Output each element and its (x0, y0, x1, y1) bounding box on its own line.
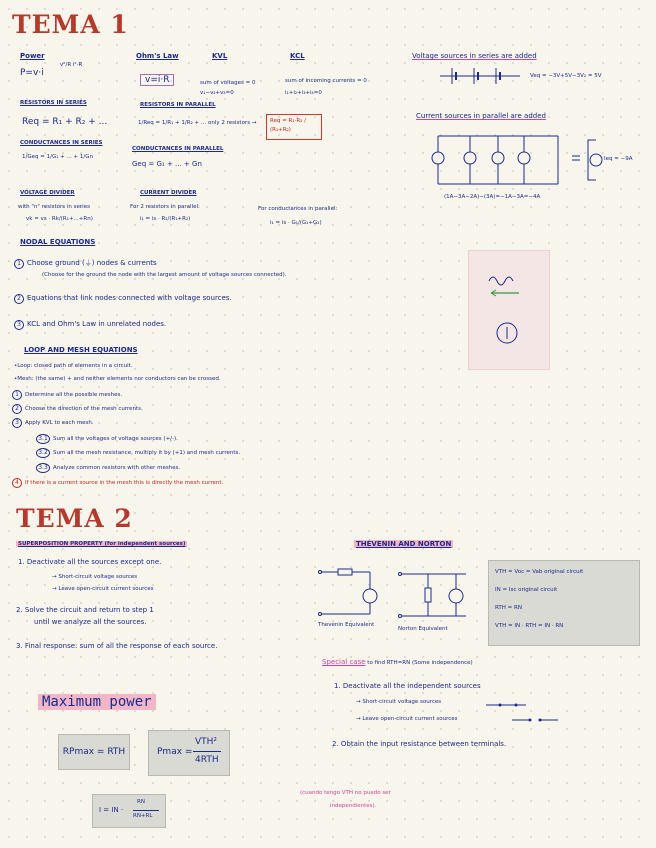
maxpower-f3-num: RN (137, 799, 145, 805)
sketch-drawing (483, 265, 533, 355)
special-step-1a: → Short-circuit voltage sources (356, 699, 442, 705)
cdiv-formula: i₁ = is · R₂/(R₁+R₂) (140, 216, 191, 222)
power-formula: P=v·i (20, 68, 44, 78)
ohm-formula: v=i·R (140, 74, 174, 86)
mesh-line-1: •Loop: closed path of elements in a circuit. (14, 363, 133, 369)
vs-series-formula: Veq = −3V+5V−3V₂ = 5V (530, 73, 602, 79)
maxpower-formula-3 (92, 794, 166, 828)
superposition-step-1a: → Short-circuit voltage sources (52, 574, 138, 580)
mesh-substep-2 (36, 448, 240, 458)
superposition-step-2: 2. Solve the circuit and return to step 1 (16, 606, 154, 614)
mesh-note (12, 478, 223, 488)
nodal-heading: NODAL EQUATIONS (20, 238, 96, 246)
nodal-step-1-text: Choose ground (⏚) nodes & currents (27, 259, 157, 267)
superposition-step-1: 1. Deactivate all the sources except one. (18, 558, 162, 566)
cdiv-desc: For 2 resistors in parallel: (130, 204, 200, 210)
special-note-2: independientes). (330, 803, 377, 809)
special-note-1: (cuando tengo VTH no puedo ser (300, 790, 391, 796)
mesh-substep-3-num: 3.3 (36, 463, 50, 473)
thevenin-summary-box (488, 560, 640, 646)
norton-eq-label: Norton Equivalent (398, 626, 448, 632)
cdiv-g-desc: For conductances in parallel: (258, 206, 338, 212)
maxpower-formula-2 (148, 730, 230, 776)
thevenin-heading-text: THÉVENIN AND NORTON (356, 540, 452, 548)
thevenin-box-line-2: IN = Isc original circuit (495, 587, 558, 593)
open-circuit-icon (512, 716, 558, 724)
kcl-formula: i₁+i₂+i₃+i₄=0 (285, 90, 322, 96)
tema1-title: TEMA 1 (12, 10, 129, 39)
thevenin-box-line-4: VTH = IN · RTH = IN · RN (495, 623, 564, 629)
mesh-note-text: If there is a current source in the mesh this is directly the mesh current. (25, 480, 224, 486)
mesh-step-3 (12, 418, 94, 428)
cdiv-g-formula: i₁ = is · G₁/(G₁+G₂) (270, 220, 322, 226)
mesh-substep-2-text: Sum all the mesh resistance, multiply it by (+1) and mesh currents. (53, 450, 241, 456)
thevenin-box-line-1: VTH = Voc = Vab original circuit (495, 569, 584, 575)
cond-series-heading: CONDUCTANCES IN SERIES (20, 140, 103, 146)
res-series-formula: Req = R₁ + R₂ + ... (22, 117, 108, 127)
thevenin-norton-diagram (316, 560, 486, 628)
mesh-step-1-text: Determine all the possible meshes. (25, 392, 123, 398)
maxpower-f2-num: VTH² (195, 737, 218, 747)
thevenin-heading (354, 540, 453, 548)
thevenin-box-line-3: RTH = RN (495, 605, 522, 611)
special-case-heading: Special case (322, 658, 366, 666)
ohm-heading: Ohm's Law (136, 52, 179, 60)
kcl-desc: sum of incoming currents = 0 (285, 78, 367, 84)
mesh-step-2-text: Choose the direction of the mesh currents. (25, 406, 143, 412)
special-case-rest: to find RTH=RN (Some independence) (365, 660, 473, 666)
mesh-substep-1-text: Sum all the voltages of voltage sources (+/-). (53, 436, 178, 442)
vdiv-formula: vk = vs · Rk/(R₁+...+Rn) (26, 216, 93, 222)
nodal-step-1 (14, 258, 157, 269)
cdiv-heading: CURRENT DIVIDER (140, 190, 197, 196)
voltage-series-diagram (440, 64, 520, 92)
mesh-step-3-text: Apply KVL to each mesh. (25, 420, 94, 426)
superposition-heading-text: SUPERPOSITION PROPERTY (for independent sources) (18, 541, 186, 547)
special-case-line (322, 658, 473, 666)
mesh-step-2-num: 2 (12, 404, 22, 414)
res-parallel-note: only 2 resistors → (208, 120, 257, 126)
res-parallel-formula: 1/Req = 1/R₁ + 1/R₂ + ... (138, 120, 207, 126)
vdiv-desc: with "n" resistors in series (18, 204, 90, 210)
cond-parallel-heading: CONDUCTANCES IN PARALLEL (132, 146, 224, 152)
maxpower-f2-lhs: Pmax = (157, 747, 193, 757)
superposition-step-2b: until we analyze all the sources. (34, 618, 147, 626)
superposition-heading (16, 541, 187, 547)
special-step-1: 1. Deactivate all the independent sources (334, 682, 481, 690)
cs-parallel-sum: (1A−3A−2A)−(3A)=−1A−3A=−4A (444, 194, 541, 200)
maxpower-heading-text: Maximum power (38, 694, 156, 710)
mesh-step-3-num: 3 (12, 418, 22, 428)
res-series-heading: RESISTORS IN SERIES (20, 100, 87, 106)
maxpower-f3-den: RN+RL (133, 813, 153, 819)
kvl-formula: v₁−v₂+v₃=0 (200, 90, 234, 96)
mesh-substep-2-num: 3.2 (36, 448, 50, 458)
mesh-substep-3 (36, 463, 180, 473)
superposition-step-3: 3. Final response: sum of all the response of each source. (16, 642, 218, 650)
mesh-substep-1 (36, 434, 178, 444)
cs-parallel-heading: Current sources in parallel are added (416, 112, 546, 120)
superposition-step-1b: → Leave open-circuit current sources (52, 586, 154, 592)
vdiv-heading: VOLTAGE DIVIDER (20, 190, 75, 196)
nodal-step-3-text: KCL and Ohm's Law in unrelated nodes. (27, 320, 167, 328)
maxpower-f2-den: 4RTH (195, 755, 219, 765)
cond-series-formula: 1/Geq = 1/G₁ + ... + 1/Gn (22, 154, 93, 160)
nodal-step-2-text: Equations that link nodes connected with voltage sources. (27, 294, 232, 302)
mesh-step-2 (12, 404, 143, 414)
maxpower-f2-fraction-bar (193, 751, 221, 752)
kvl-heading: KVL (212, 52, 228, 60)
cs-parallel-formula: Ieq = −9A (604, 156, 633, 162)
kvl-desc: sum of voltages = 0 (200, 80, 256, 86)
nodal-step-3-num: 3 (14, 320, 24, 330)
mesh-heading: LOOP AND MESH EQUATIONS (24, 346, 138, 354)
mesh-line-2: •Mesh: (the same) + and neither elements nor conductors can be crossed. (14, 376, 221, 382)
kcl-heading: KCL (290, 52, 305, 60)
maxpower-f3-lhs: I = IN · (99, 806, 124, 814)
tema2-title: TEMA 2 (16, 504, 133, 533)
short-circuit-icon (486, 701, 526, 709)
mesh-substep-3-text: Analyze common resistors with other meshes. (53, 465, 181, 471)
nodal-step-3 (14, 320, 166, 330)
maxpower-formula-1: RPmax = RTH (58, 734, 130, 770)
res-parallel-heading: RESISTORS IN PARALLEL (140, 102, 216, 108)
maxpower-heading (38, 694, 156, 710)
maxpower-f3-fraction-bar (133, 810, 159, 811)
mesh-step-1-num: 1 (12, 390, 22, 400)
thevenin-eq-label: Thevenin Equivalent (318, 622, 375, 628)
nodal-step-1-sub: (Choose for the ground the node with the largest amount of voltage sources connected). (42, 272, 287, 278)
special-step-2: 2. Obtain the input resistance between terminals. (332, 740, 507, 748)
mesh-step-1 (12, 390, 122, 400)
cond-parallel-formula: Geq = G₁ + ... + Gn (132, 160, 202, 168)
nodal-step-2 (14, 294, 232, 304)
power-heading: Power (20, 52, 45, 60)
req-boxed-formula: Req = R₁·R₂ / (R₁+R₂) (266, 114, 322, 140)
nodal-step-1-num: 1 (14, 259, 24, 269)
sketch-sticky-note (468, 250, 550, 370)
mesh-note-num: 4 (12, 478, 22, 488)
special-step-1b: → Leave open-circuit current sources (356, 716, 458, 722)
power-alt: v²/R i²·R (60, 62, 83, 68)
nodal-step-2-num: 2 (14, 294, 24, 304)
mesh-substep-1-num: 3.1 (36, 434, 50, 444)
vs-series-heading: Voltage sources in series are added (412, 52, 537, 60)
